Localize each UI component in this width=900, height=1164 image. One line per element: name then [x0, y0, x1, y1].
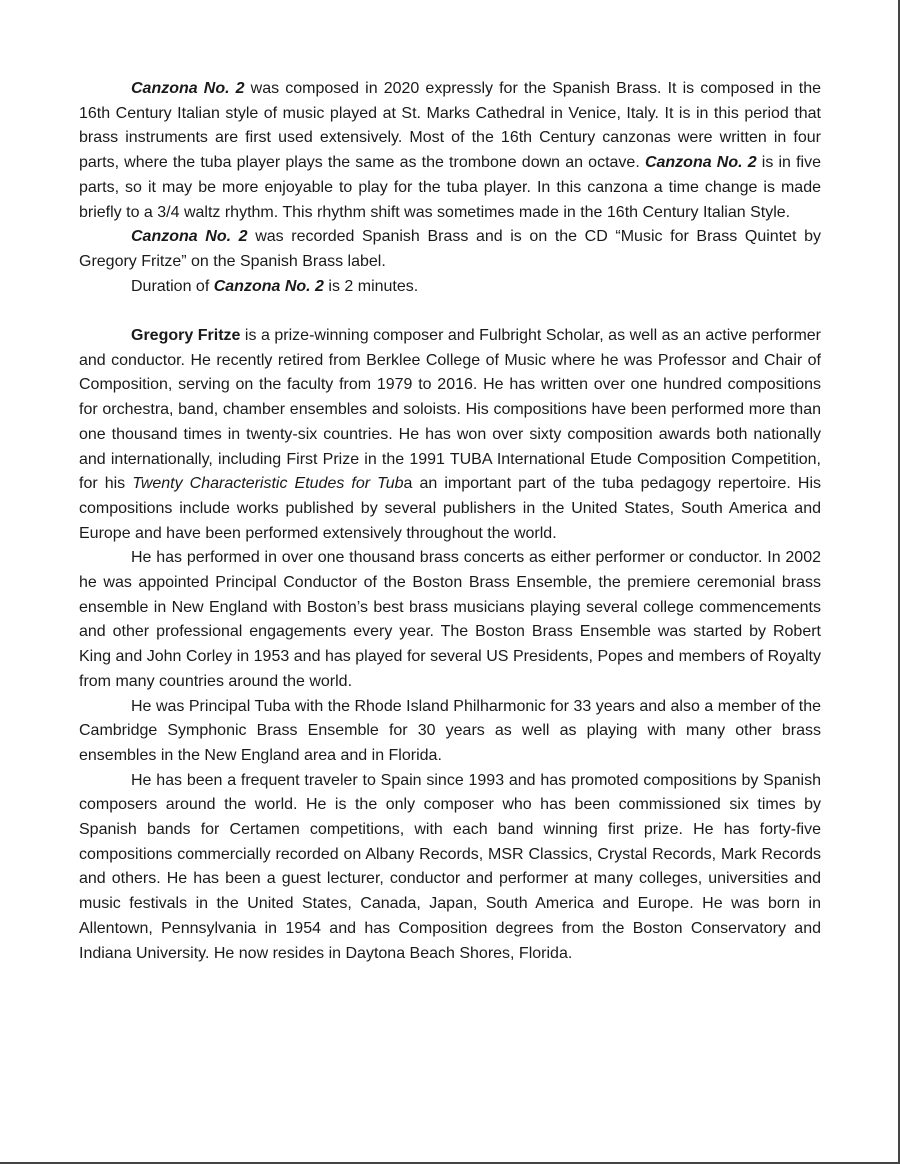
- paragraph-text: is 2 minutes.: [323, 277, 419, 295]
- work-title: Canzona No. 2: [131, 228, 248, 246]
- paragraph-text: a an important part of the tuba pedagogy repertoire. His compositions include works published by several publishers in the United States, South America and Europe and have been performed extensively throughout the world.: [79, 475, 822, 542]
- paragraph-text: was composed in 2020 expressly for the Spanish Brass. It is composed in the 16th Century Italian style of music played at St. Marks Cathedral in Venice, Italy. It is in this period that brass instruments are first used extensively. Most of the 16th Century canzonas were written in four parts, where the tuba player plays the same as the trombone down an octave.: [79, 80, 822, 172]
- bio-paragraph-3: He was Principal Tuba with the Rhode Island Philharmonic for 33 years and also a member of the Cambridge Symphonic Brass Ensemble for 30 years as well as playing with many other brass ensembles in the New England area and in Florida.: [79, 697, 821, 764]
- canzona-duration: [79, 275, 821, 300]
- work-title: Canzona No. 2: [644, 154, 757, 172]
- paragraph-text: is in five parts, so it may be more enjoyable to play for the tuba player. In this canzona a time change is made briefly to a 3/4 waltz rhythm. This rhythm shift was sometimes made in the 16th Century Italian Style.: [79, 154, 822, 221]
- document-body: [79, 77, 821, 966]
- bio-paragraph-2: He has performed in over one thousand brass concerts as either performer or conductor. In 2002 he was appointed Principal Conductor of the Boston Brass Ensemble, the premiere ceremonial brass ensemble in New England with Boston’s best brass musicians playing several college commencements and other professional engagements every year. The Boston Brass Ensemble was started by Robert King and John Corley in 1953 and has played for several US Presidents, Popes and members of Royalty from many countries around the world.: [79, 549, 821, 690]
- bio-paragraph-1: [79, 324, 821, 546]
- canzona-paragraph-2: [79, 225, 821, 274]
- work-title-italic: Twenty Characteristic Etudes for Tub: [132, 475, 404, 493]
- work-title: Canzona No. 2: [213, 277, 324, 295]
- composer-name: Gregory Fritze: [131, 327, 241, 345]
- work-title: Canzona No. 2: [131, 80, 245, 97]
- bio-paragraph-4: He has been a frequent traveler to Spain since 1993 and has promoted compositions by Spanish composers around the world. He is the only composer who has been commissioned six times by Spanish bands for Certamen competitions, with each band winning first prize. He has forty-five compositions commercially recorded on Albany Records, MSR Classics, Crystal Records, Mark Records and others. He has been a guest lecturer, conductor and performer at many colleges, universities and music festivals in the United States, Canada, Japan, South America and Europe. He was born in Allentown, Pennsylvania in 1954 and has Composition degrees from the Boston Conservatory and Indiana University. He now resides in Daytona Beach Shores, Florida.: [79, 771, 821, 962]
- paragraph-text: was recorded Spanish Brass and is on the CD “Music for Brass Quintet by Gregory Fritze” on the Spanish Brass label.: [79, 228, 822, 270]
- paragraph-text: Duration of: [131, 277, 214, 295]
- canzona-paragraph-1: [79, 77, 821, 225]
- paragraph-text: is a prize-winning composer and Fulbright Scholar, as well as an active performer and conductor. He recently retired from Berklee College of Music where he was Professor and Chair of Composition, serving on the faculty from 1979 to 2016. He has written over one hundred compositions for orchestra, band, chamber ensembles and soloists. His compositions have been performed more than one thousand times in twenty-six countries. He has won over sixty composition awards both nationally and internationally, including First Prize in the 1991 TUBA International Etude Composition Competition, for his: [79, 327, 821, 493]
